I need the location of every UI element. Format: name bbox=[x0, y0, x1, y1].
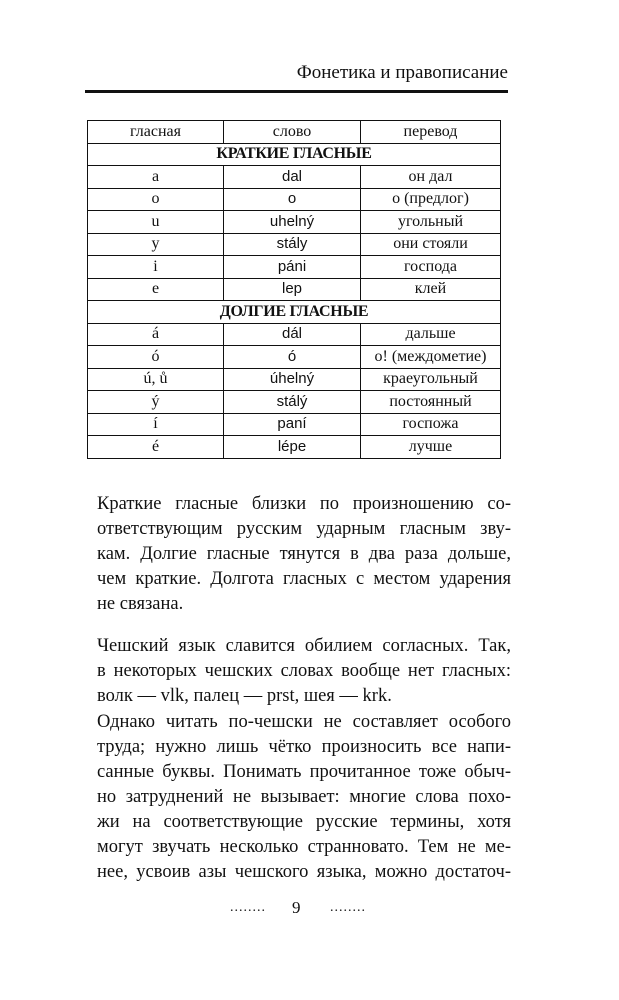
vowel-cell: ó bbox=[88, 346, 224, 369]
table-row bbox=[88, 211, 501, 234]
translation-cell: он дал bbox=[361, 166, 501, 189]
section-row-short bbox=[88, 143, 501, 166]
word-cell: stálý bbox=[224, 391, 361, 414]
text-line: труда; нужно лишь чётко произносить все напи- bbox=[97, 737, 511, 757]
translation-cell: они стояли bbox=[361, 233, 501, 256]
text-line: чем краткие. Долгота гласных с местом ударения bbox=[97, 569, 511, 589]
text-line: Краткие гласные близки по произношению со- bbox=[97, 494, 511, 514]
translation-cell: господа bbox=[361, 256, 501, 279]
section-heading-long: ДОЛГИЕ ГЛАСНЫЕ bbox=[88, 301, 501, 324]
text-line: жи на соответствующие русские термины, хотя bbox=[97, 812, 511, 832]
vowel-cell: ú, ů bbox=[88, 368, 224, 391]
vowel-cell: a bbox=[88, 166, 224, 189]
translation-cell: госпожа bbox=[361, 413, 501, 436]
vowel-cell: á bbox=[88, 323, 224, 346]
translation-cell: клей bbox=[361, 278, 501, 301]
translation-cell: угольный bbox=[361, 211, 501, 234]
text-line: волк — vlk, палец — prst, шея — krk. bbox=[97, 686, 392, 706]
table-row bbox=[88, 436, 501, 459]
translation-cell: о (предлог) bbox=[361, 188, 501, 211]
running-header: Фонетика и правописание bbox=[296, 62, 508, 83]
word-cell: o bbox=[224, 188, 361, 211]
table-row bbox=[88, 256, 501, 279]
vowel-cell: é bbox=[88, 436, 224, 459]
text-line: Чешский язык славится обилием согласных. Так, bbox=[97, 636, 511, 656]
text-line: не связана. bbox=[97, 594, 184, 614]
column-header-translation: перевод bbox=[361, 121, 501, 144]
vowel-cell: i bbox=[88, 256, 224, 279]
paragraph-reading bbox=[97, 710, 511, 885]
text-line: кам. Долгие гласные тянутся в два раза дольше, bbox=[97, 544, 511, 564]
table-row bbox=[88, 323, 501, 346]
word-cell: dál bbox=[224, 323, 361, 346]
vowel-cell: u bbox=[88, 211, 224, 234]
word-cell: dal bbox=[224, 166, 361, 189]
table-row bbox=[88, 278, 501, 301]
word-cell: stály bbox=[224, 233, 361, 256]
table-row bbox=[88, 413, 501, 436]
section-row-long bbox=[88, 301, 501, 324]
text-line: нее, усвоив азы чешского языка, можно достаточ- bbox=[97, 862, 511, 882]
word-cell: uhelný bbox=[224, 211, 361, 234]
footer-dots-right: ........ bbox=[330, 900, 366, 915]
translation-cell: краеугольный bbox=[361, 368, 501, 391]
table-header-row bbox=[88, 121, 501, 144]
page-number: 9 bbox=[292, 898, 301, 917]
word-cell: úhelný bbox=[224, 368, 361, 391]
translation-cell: дальше bbox=[361, 323, 501, 346]
table-row bbox=[88, 368, 501, 391]
footer-dots-left: ........ bbox=[230, 900, 266, 915]
vowel-cell: y bbox=[88, 233, 224, 256]
section-heading-short: КРАТКИЕ ГЛАСНЫЕ bbox=[88, 143, 501, 166]
translation-cell: постоянный bbox=[361, 391, 501, 414]
vowel-cell: í bbox=[88, 413, 224, 436]
text-line: Однако читать по-чешски не составляет особого bbox=[97, 712, 511, 732]
text-line: могут звучать несколько странновато. Тем не ме- bbox=[97, 837, 511, 857]
translation-cell: о! (междометие) bbox=[361, 346, 501, 369]
text-line: санные буквы. Понимать прочитанное тоже обыч- bbox=[97, 762, 511, 782]
word-cell: paní bbox=[224, 413, 361, 436]
column-header-word: слово bbox=[224, 121, 361, 144]
text-line: в некоторых чешских словах вообще нет гласных: bbox=[97, 661, 511, 681]
text-line: ответствующим русским ударным гласным зву- bbox=[97, 519, 511, 539]
paragraph-vowel-length bbox=[97, 492, 511, 617]
table-row bbox=[88, 188, 501, 211]
text-line: но затруднений не вызывает: многие слова похо- bbox=[97, 787, 511, 807]
vowel-cell: e bbox=[88, 278, 224, 301]
vowels-table bbox=[87, 120, 501, 459]
word-cell: lep bbox=[224, 278, 361, 301]
word-cell: páni bbox=[224, 256, 361, 279]
word-cell: lépe bbox=[224, 436, 361, 459]
table-row bbox=[88, 233, 501, 256]
translation-cell: лучше bbox=[361, 436, 501, 459]
vowel-cell: ý bbox=[88, 391, 224, 414]
paragraph-consonants bbox=[97, 634, 511, 709]
header-rule bbox=[85, 90, 508, 93]
word-cell: ó bbox=[224, 346, 361, 369]
column-header-vowel: гласная bbox=[88, 121, 224, 144]
vowel-cell: o bbox=[88, 188, 224, 211]
table-row bbox=[88, 346, 501, 369]
table-row bbox=[88, 391, 501, 414]
table-row bbox=[88, 166, 501, 189]
